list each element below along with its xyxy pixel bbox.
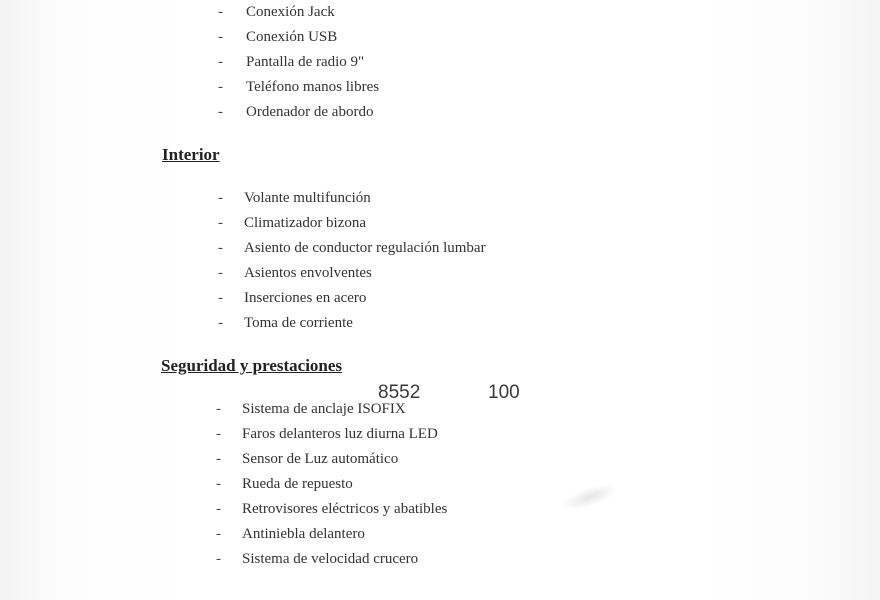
bullet-dash: - bbox=[218, 315, 223, 331]
bullet-dash: - bbox=[216, 426, 221, 442]
list-item: Sensor de Luz automático bbox=[242, 451, 399, 467]
list-item: Pantalla de radio 9" bbox=[246, 54, 365, 70]
bullet-dash: - bbox=[218, 54, 223, 70]
list-item: Asientos envolventes bbox=[244, 265, 372, 281]
bullet-dash: - bbox=[218, 215, 223, 231]
bullet-dash: - bbox=[216, 501, 221, 517]
list-item: Rueda de repuesto bbox=[242, 476, 353, 492]
list-item: Ordenador de abordo bbox=[246, 104, 374, 120]
scan-smudge bbox=[559, 479, 622, 515]
bullet-dash: - bbox=[216, 451, 221, 467]
bullet-dash: - bbox=[218, 104, 223, 120]
list-item: Asiento de conductor regulación lumbar bbox=[244, 240, 486, 256]
overlay-number: 8552 bbox=[378, 382, 421, 403]
section-heading-seguridad: Seguridad y prestaciones bbox=[161, 356, 343, 375]
bullet-dash: - bbox=[218, 29, 223, 45]
list-item: Climatizador bizona bbox=[244, 215, 367, 231]
section-heading-interior: Interior bbox=[162, 145, 220, 164]
bullet-dash: - bbox=[218, 290, 223, 306]
bullet-dash: - bbox=[218, 240, 223, 256]
list-item: Toma de corriente bbox=[244, 315, 353, 331]
bullet-dash: - bbox=[218, 190, 223, 206]
overlay-number: 100 bbox=[488, 382, 520, 403]
list-item: Faros delanteros luz diurna LED bbox=[242, 426, 438, 442]
list-item: Retrovisores eléctricos y abatibles bbox=[242, 501, 448, 517]
list-item: Teléfono manos libres bbox=[246, 79, 380, 95]
bullet-dash: - bbox=[218, 4, 223, 20]
bullet-dash: - bbox=[216, 476, 221, 492]
bullet-dash: - bbox=[218, 265, 223, 281]
list-item: Sistema de velocidad crucero bbox=[242, 551, 419, 567]
bullet-dash: - bbox=[216, 526, 221, 542]
list-item: Sistema de anclaje ISOFIX bbox=[242, 401, 406, 417]
bullet-dash: - bbox=[216, 551, 221, 567]
list-item: Volante multifunción bbox=[244, 190, 371, 206]
bullet-dash: - bbox=[218, 79, 223, 95]
list-item: Antiniebla delantero bbox=[242, 526, 365, 542]
bullet-dash: - bbox=[216, 401, 221, 417]
list-item: Inserciones en acero bbox=[244, 290, 367, 306]
list-item: Conexión USB bbox=[246, 29, 338, 45]
list-item: Conexión Jack bbox=[246, 4, 335, 20]
